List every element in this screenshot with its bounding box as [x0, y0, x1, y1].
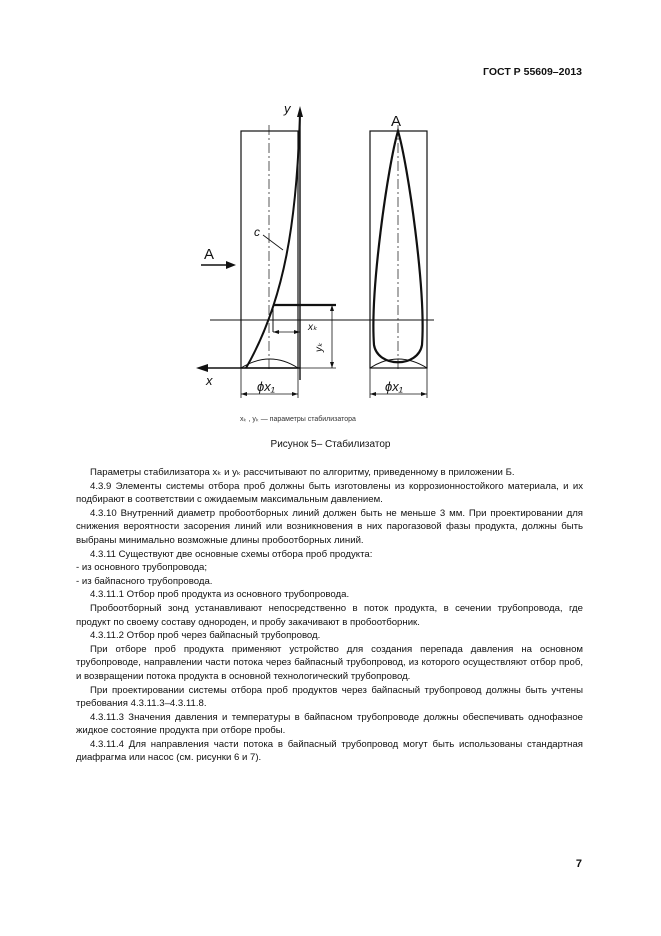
- figure-legend: xₖ , yₖ — параметры стабилизатора: [240, 416, 356, 423]
- y-axis-arrowhead: [297, 106, 303, 117]
- paragraph: 4.3.11.2 Отбор проб через байпасный трубопровод.: [90, 630, 321, 642]
- page-number: 7: [575, 858, 582, 870]
- paragraph: 4.3.11.4 Для направления части потока в байпасный трубопровод могут быть использованы стандартная диафрагма или насос (см. рисунки 6 и 7).: [76, 738, 583, 764]
- figure-caption: Рисунок 5– Стабилизатор: [270, 439, 391, 450]
- xk-label: xₖ: [308, 322, 318, 333]
- yk-arrowhead-bottom: [330, 362, 334, 368]
- left-diameter-arrowhead-right: [292, 392, 298, 396]
- list-item: - из основного трубопровода;: [76, 562, 208, 574]
- curve-leader: [263, 235, 283, 250]
- paragraph: При отборе проб продукта применяют устройство для создания перепада давления на основном трубопроводе, направлении части потока через байпасный трубопровод, из которого осуществляют отбор проб, и возвращении потока продукта в основной технологический трубопровод.: [76, 643, 583, 682]
- curve-label: с: [254, 225, 260, 239]
- paragraph: 4.3.10 Внутренний диаметр пробоотборных линий должен быть не меньше 3 мм. При проектировании для снижения вероятности засорения линий или возникновения в них парогазовой фазы продукта, должны быть выбраны минимально возможные длины пробоотборных линий.: [76, 507, 583, 546]
- right-diameter-label: ϕx₁: [385, 379, 403, 394]
- view-marker-right: А: [391, 113, 402, 130]
- paragraph: Пробоотборный зонд устанавливают непосредственно в поток продукта, в сечении трубопровода, где продукт по своему составу однороден, и пробу закачивают в пробоотборник.: [76, 602, 583, 628]
- standard-header: ГОСТ Р 55609–2013: [483, 66, 582, 78]
- right-bottom-arc: [370, 359, 427, 368]
- paragraph: 4.3.11.3 Значения давления и температуры в байпасном трубопроводе должны обеспечивать однофазное жидкое состояние продукта при отборе пробы.: [76, 711, 583, 737]
- body-text: [76, 466, 583, 765]
- right-diameter-arrowhead-left: [370, 392, 376, 396]
- paragraph: Параметры стабилизатора xₖ и yₖ рассчитывают по алгоритму, приведенному в приложении Б.: [90, 467, 515, 478]
- view-arrowhead: [226, 261, 236, 269]
- list-item: - из байпасного трубопровода.: [76, 575, 213, 587]
- xk-arrowhead-right: [294, 330, 300, 334]
- left-diameter-arrowhead-left: [241, 392, 247, 396]
- y-axis-label: y: [284, 101, 291, 116]
- x-axis-arrowhead: [196, 364, 208, 372]
- left-diameter-label: ϕx₁: [257, 379, 275, 394]
- right-diameter-arrowhead-right: [421, 392, 427, 396]
- xk-arrowhead-left: [273, 330, 279, 334]
- view-marker-left: А: [204, 246, 215, 263]
- paragraph: При проектировании системы отбора проб продуктов через байпасный трубопровод должны быть учтены требования 4.3.11.3–4.3.11.8.: [76, 684, 583, 710]
- left-body-outline: [241, 131, 298, 368]
- yk-label: yₖ: [314, 342, 325, 352]
- paragraph: 4.3.9 Элементы системы отбора проб должны быть изготовлены из коррозионностойкого материала, и их подбирают в соответствии с ожидаемым максимальным давлением.: [76, 480, 583, 506]
- stabilizer-figure: [0, 0, 661, 410]
- paragraph: 4.3.11.1 Отбор проб продукта из основного трубопровода.: [90, 589, 350, 601]
- x-axis-label: x: [206, 373, 213, 388]
- paragraph: 4.3.11 Существуют две основные схемы отбора проб продукта:: [90, 548, 373, 560]
